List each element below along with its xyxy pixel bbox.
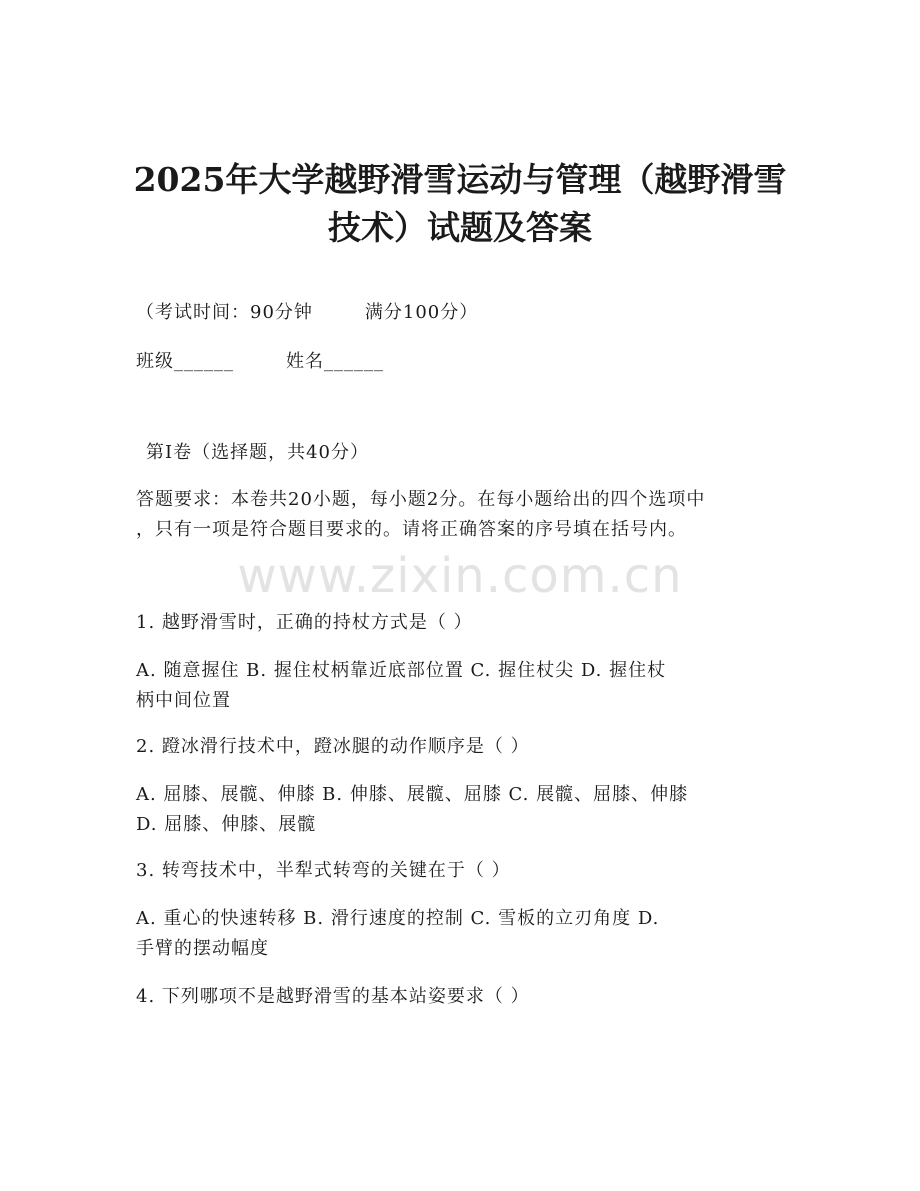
exam-full-score: 满分100分） [364,302,479,323]
section-heading: 第I卷（选择题，共40分） [146,442,370,463]
question-3-options-cont: 手臂的摆动幅度 [136,938,269,959]
question-1-options-cont: 柄中间位置 [136,690,231,711]
watermark: www.zixin.com.cn [237,548,683,604]
exam-time: （考试时间：90分钟 [136,302,313,323]
student-info [136,347,384,377]
document-title-line-2: 技术）试题及答案 [328,208,592,247]
question-2-options-cont: D. 屈膝、伸膝、展髋 [136,814,317,835]
question-3-options: A. 重心的快速转移 B. 滑行速度的控制 C. 雪板的立刃角度 D. [136,908,660,929]
question-3-stem: 3. 转弯技术中，半犁式转弯的关键在于（ ） [136,860,511,881]
question-1-options: A. 随意握住 B. 握住杖柄靠近底部位置 C. 握住杖尖 D. 握住杖 [136,660,667,681]
question-2-stem: 2. 蹬冰滑行技术中，蹬冰腿的动作顺序是（ ） [136,736,530,757]
instructions-line-2: ，只有一项是符合题目要求的。请将正确答案的序号填在括号内。 [136,519,687,540]
name-field-label: 姓名______ [286,351,384,372]
instructions-line-1: 答题要求：本卷共20小题，每小题2分。在每小题给出的四个选项中 [136,489,706,510]
document-title-line-1: 2025年大学越野滑雪运动与管理（越野滑雪 [133,160,787,199]
class-field-label: 班级______ [136,351,234,372]
question-4-stem: 4. 下列哪项不是越野滑雪的基本站姿要求（ ） [136,986,530,1007]
question-1-stem: 1. 越野滑雪时，正确的持杖方式是（ ） [136,612,473,633]
question-2-options: A. 屈膝、展髋、伸膝 B. 伸膝、展髋、屈膝 C. 展髋、屈膝、伸膝 [136,784,689,805]
exam-info [136,298,478,328]
